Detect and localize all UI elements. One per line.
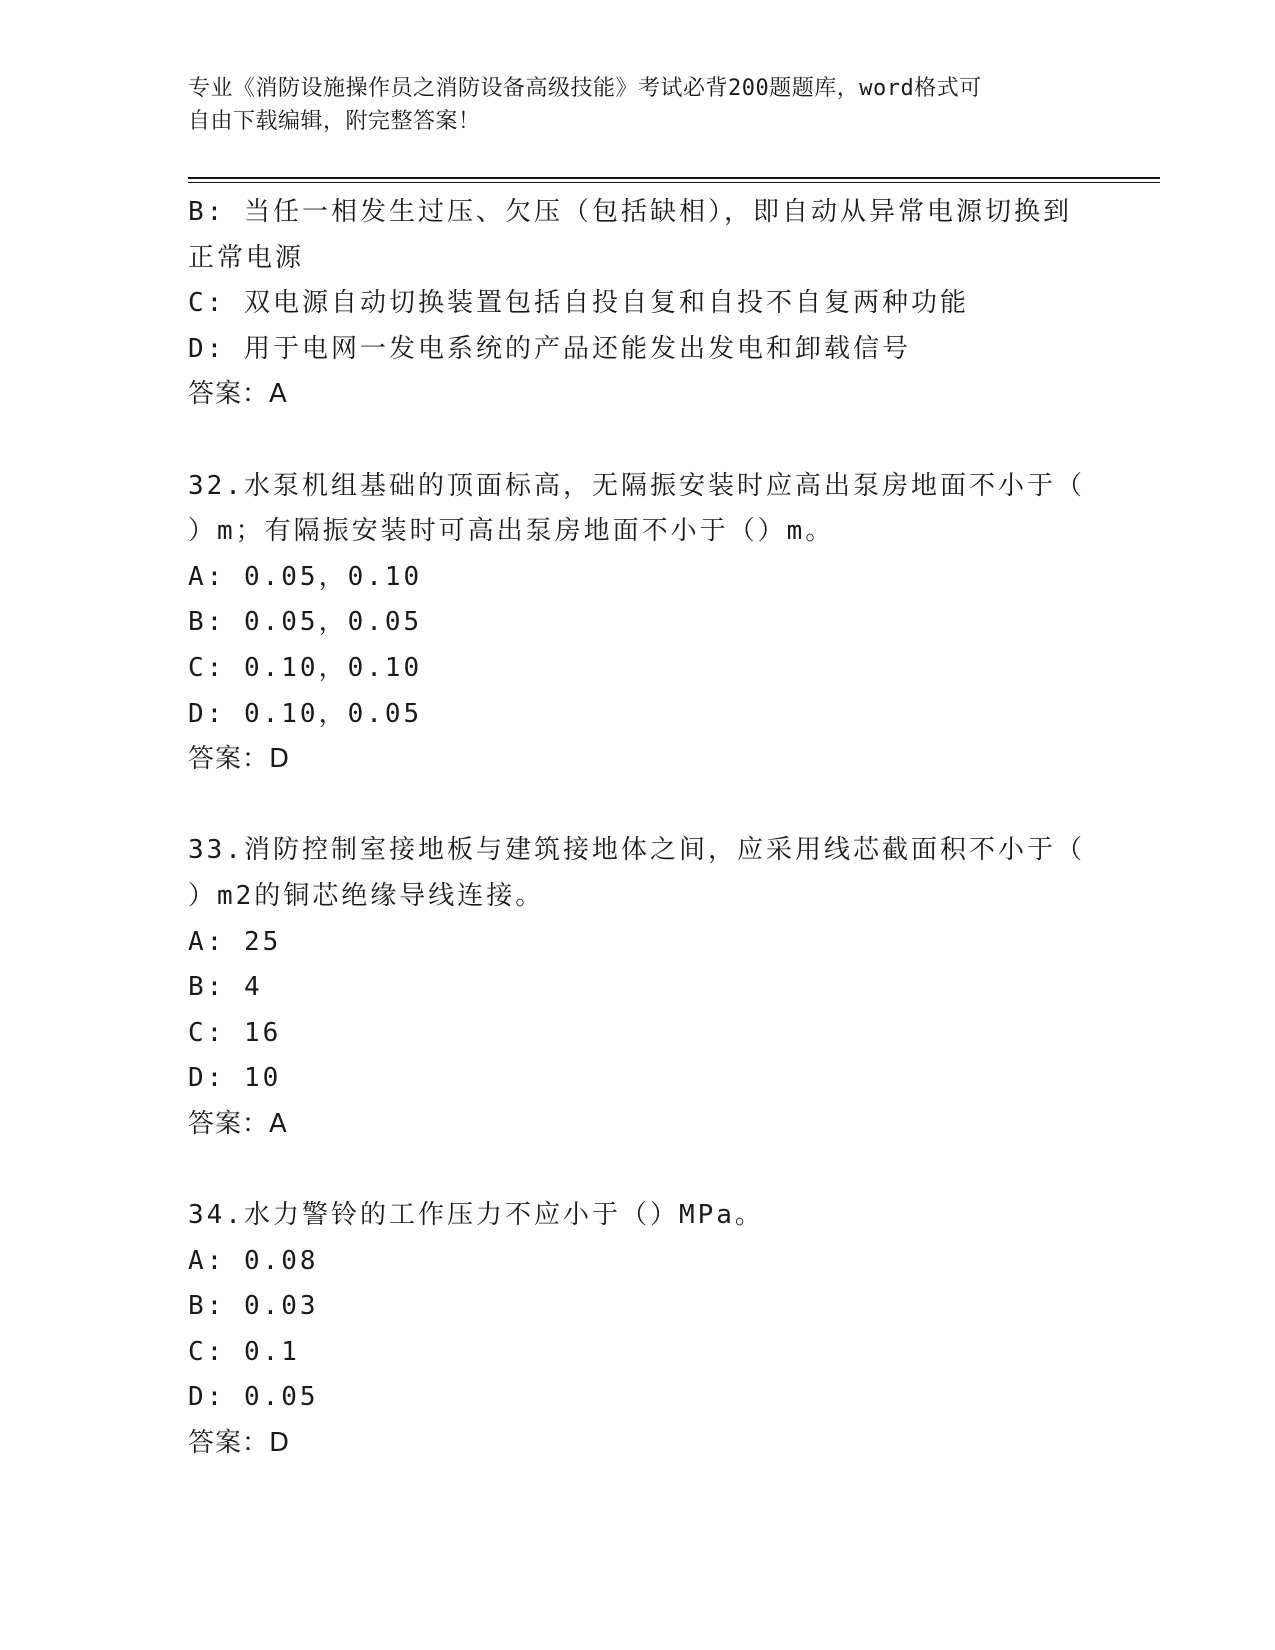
option-c: C: 双电源自动切换装置包括自投自复和自投不自复两种功能 bbox=[188, 288, 969, 319]
spacer bbox=[188, 1147, 1088, 1193]
option-d: D: 用于电网一发电系统的产品还能发出发电和卸载信号 bbox=[188, 333, 911, 364]
option-d: D: 0.10，0.05 bbox=[188, 698, 423, 729]
answer-label: 答案：D bbox=[188, 744, 291, 775]
document-header bbox=[188, 72, 1088, 138]
question-stem-line-1: 32.水泵机组基础的顶面标高，无隔振安装时应高出泵房地面不小于（ bbox=[188, 470, 1085, 501]
option-c: C: 0.10，0.10 bbox=[188, 652, 423, 683]
option-a: A: 25 bbox=[188, 926, 282, 957]
spacer bbox=[188, 783, 1088, 829]
option-b-line-2: 正常电源 bbox=[188, 242, 305, 273]
option-b: B: 0.05，0.05 bbox=[188, 607, 423, 638]
spacer bbox=[188, 418, 1088, 464]
question-block-33 bbox=[188, 828, 1088, 1147]
question-list bbox=[188, 190, 1088, 1467]
question-stem-line-1: 33.消防控制室接地板与建筑接地体之间，应采用线芯截面积不小于（ bbox=[188, 835, 1085, 866]
answer-label: 答案：A bbox=[188, 379, 288, 410]
answer-label: 答案：D bbox=[188, 1428, 291, 1459]
option-a: A: 0.05，0.10 bbox=[188, 561, 423, 592]
question-block-32 bbox=[188, 464, 1088, 783]
question-stem-line-1: 34.水力警铃的工作压力不应小于（）MPa。 bbox=[188, 1200, 764, 1231]
option-d: D: 10 bbox=[188, 1063, 282, 1094]
question-stem-line-2: ）m；有隔振安装时可高出泵房地面不小于（）m。 bbox=[188, 516, 835, 547]
header-title-line-2: 自由下载编辑，附完整答案！ bbox=[188, 109, 481, 134]
answer-label: 答案：A bbox=[188, 1108, 288, 1139]
question-stem-line-2: ）m2的铜芯绝缘导线连接。 bbox=[188, 880, 545, 911]
question-block-prev bbox=[188, 190, 1088, 418]
option-c: C: 16 bbox=[188, 1017, 282, 1048]
option-c: C: 0.1 bbox=[188, 1336, 300, 1367]
option-d: D: 0.05 bbox=[188, 1382, 319, 1413]
option-a: A: 0.08 bbox=[188, 1245, 319, 1276]
option-b: B: 4 bbox=[188, 972, 263, 1003]
option-b: B: 0.03 bbox=[188, 1291, 319, 1322]
option-b-line-1: B: 当任一相发生过压、欠压（包括缺相），即自动从异常电源切换到 bbox=[188, 197, 1072, 227]
header-divider-thin bbox=[188, 182, 1160, 183]
header-divider-thick bbox=[188, 177, 1160, 179]
question-block-34 bbox=[188, 1193, 1088, 1467]
header-title-line-1: 专业《消防设施操作员之消防设备高级技能》考试必背200题题库，word格式可 bbox=[188, 76, 982, 101]
